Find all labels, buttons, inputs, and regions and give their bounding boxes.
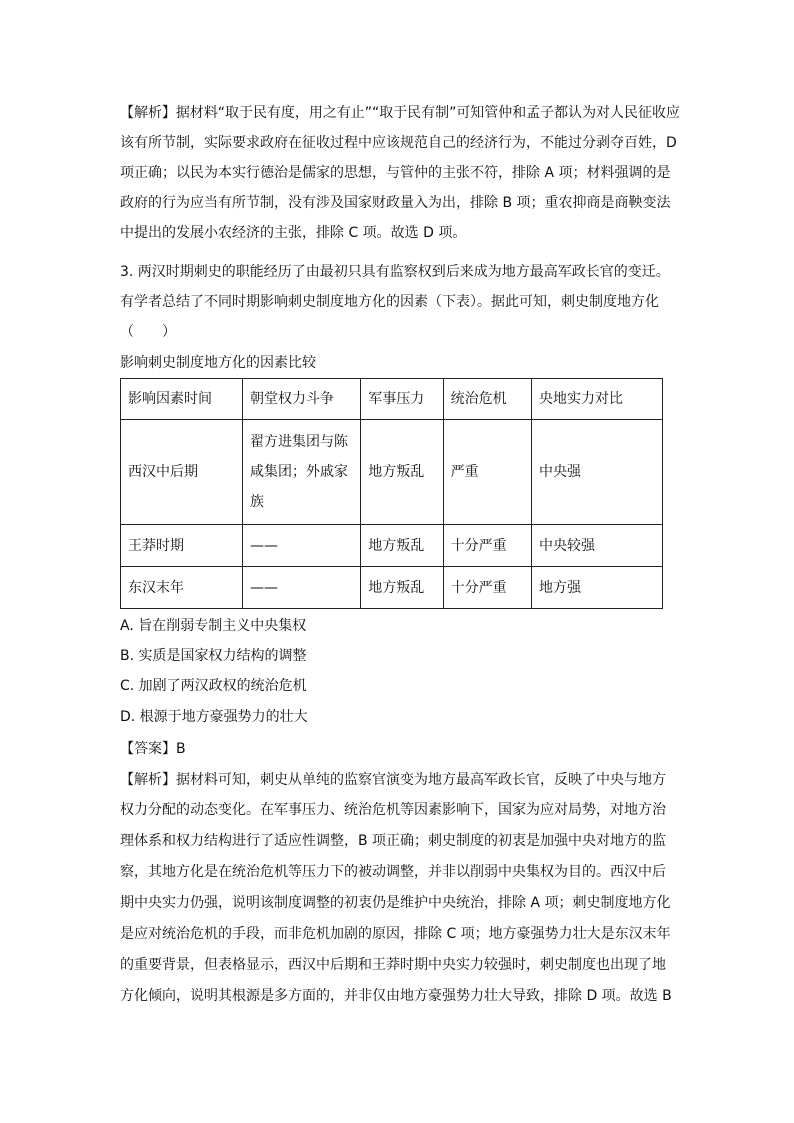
question-stem-line: 3. 两汉时期刺史的职能经历了由最初只具有监察权到后来成为地方最高军政长官的变迁。 — [120, 264, 670, 280]
table-row — [121, 420, 663, 525]
analysis-line: 【解析】据材料可知，刺史从单纯的监察官演变为地方最高军政长官，反映了中央与地方 — [120, 772, 666, 788]
answer-label: 【答案】B — [120, 741, 186, 757]
table-cell: 王莽时期 — [121, 525, 243, 567]
table-cell: 严重 — [443, 420, 531, 525]
table-caption: 影响刺史制度地方化的因素比较 — [120, 355, 316, 371]
prev-analysis-line: 中提出的发展小农经济的主张，排除 C 项。故选 D 项。 — [120, 225, 467, 241]
option-d: D. 根源于地方豪强势力的壮大 — [120, 709, 308, 725]
table-cell: 中央较强 — [532, 525, 663, 567]
table-header-cell: 央地实力对比 — [532, 379, 663, 420]
analysis-line: 权力分配的动态变化。在军事压力、统治危机等因素影响下，国家为应对局势，对地方治 — [120, 802, 666, 818]
analysis-line: 的重要背景，但表格显示，西汉中后期和王莽时期中央实力较强时，刺史制度也出现了地 — [120, 957, 666, 973]
table-cell: —— — [243, 525, 361, 567]
table-cell: 十分严重 — [443, 525, 531, 567]
table-cell: 西汉中后期 — [121, 420, 243, 525]
table-header-cell: 影响因素时间 — [121, 379, 243, 420]
table-row — [121, 567, 663, 609]
table-cell: 东汉末年 — [121, 567, 243, 609]
table-cell: 地方叛乱 — [361, 567, 443, 609]
analysis-line: 方化倾向，说明其根源是多方面的，并非仅由地方豪强势力壮大导致，排除 D 项。故选 B — [120, 988, 672, 1004]
factor-table — [120, 378, 663, 609]
table-cell: —— — [243, 567, 361, 609]
prev-analysis-line: 【解析】据材料“取于民有度，用之有止”“取于民有制”可知管仲和孟子都认为对人民征收应 — [120, 105, 680, 121]
table-cell: 翟方进集团与陈咸集团；外戚家族 — [243, 420, 361, 525]
table-header-cell: 朝堂权力斗争 — [243, 379, 361, 420]
table-cell: 十分严重 — [443, 567, 531, 609]
table-header-cell: 统治危机 — [443, 379, 531, 420]
table-header-cell: 军事压力 — [361, 379, 443, 420]
analysis-line: 察，其地方化是在统治危机等压力下的被动调整，并非以削弱中央集权为目的。西汉中后 — [120, 864, 666, 880]
prev-analysis-line: 政府的行为应当有所节制，没有涉及国家财政量入为出，排除 B 项；重农抑商是商鞅变法 — [120, 195, 671, 211]
prev-analysis-line: 该有所节制，实际要求政府在征收过程中应该规范自己的经济行为，不能过分剥夺百姓，D — [120, 135, 677, 151]
table-cell: 地方叛乱 — [361, 525, 443, 567]
analysis-line: 期中央实力仍强，说明该制度调整的初衷仍是维护中央统治，排除 A 项；刺史制度地方化 — [120, 895, 671, 911]
table-cell: 地方强 — [532, 567, 663, 609]
table-cell: 中央强 — [532, 420, 663, 525]
table-row — [121, 525, 663, 567]
table-cell: 地方叛乱 — [361, 420, 443, 525]
question-stem-line: 有学者总结了不同时期影响刺史制度地方化的因素（下表）。据此可知，刺史制度地方化 — [120, 294, 659, 310]
table-header-row — [121, 379, 663, 420]
option-a: A. 旨在削弱专制主义中央集权 — [120, 618, 307, 634]
analysis-line: 是应对统治危机的手段，而非危机加剧的原因，排除 C 项；地方豪强势力壮大是东汉末年 — [120, 926, 671, 942]
analysis-line: 理体系和权力结构进行了适应性调整，B 项正确；刺史制度的初衷是加强中央对地方的监 — [120, 833, 667, 849]
option-b: B. 实质是国家权力结构的调整 — [120, 648, 307, 664]
option-c: C. 加剧了两汉政权的统治危机 — [120, 678, 307, 694]
question-blank: （ ） — [120, 324, 176, 340]
prev-analysis-line: 项正确；以民为本实行德治是儒家的思想，与管仲的主张不符，排除 A 项；材料强调的是 — [120, 165, 671, 181]
